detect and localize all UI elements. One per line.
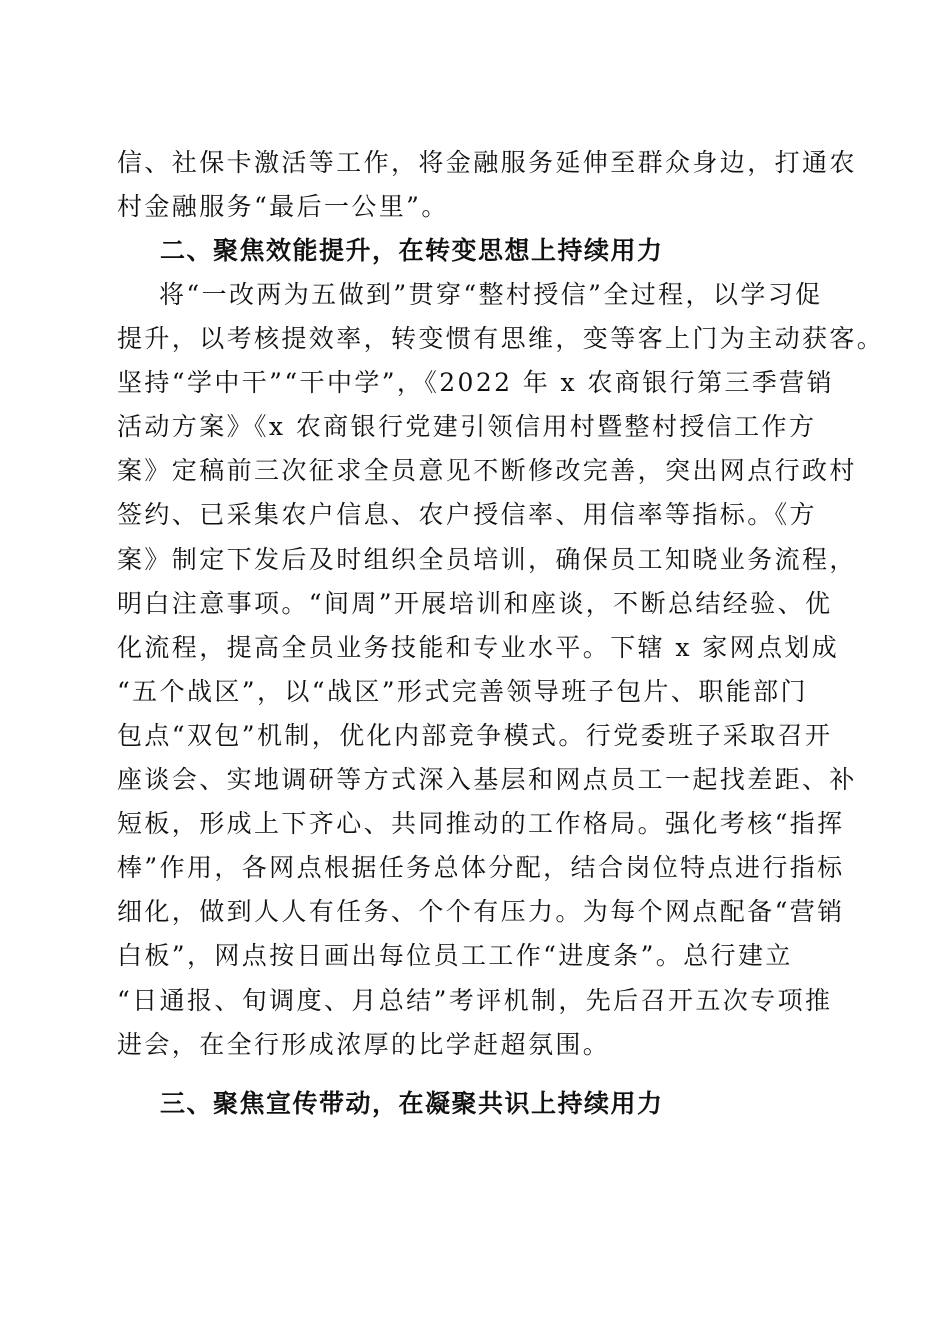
paragraph-line: “五个战区”，以“战区”形式完善领导班子包片、职能部门 bbox=[117, 676, 808, 706]
paragraph-line: 村金融服务“最后一公里”。 bbox=[117, 192, 449, 222]
paragraph-line: 将“一改两为五做到”贯穿“整村授信”全过程，以学习促 bbox=[159, 280, 823, 309]
paragraph-line: 棒”作用，各网点根据任务总体分配，结合岗位特点进行指标 bbox=[117, 853, 845, 883]
paragraph-line: 白板”，网点按日画出每位员工工作“进度条”。总行建立 bbox=[117, 941, 793, 971]
paragraph-line: 签约、已采集农户信息、农户授信率、用信率等指标。《方 bbox=[117, 500, 817, 530]
paragraph-line: 信、社保卡激活等工作，将金融服务延伸至群众身边，打通农 bbox=[117, 148, 857, 177]
paragraph-line: 短板，形成上下齐心、共同推动的工作格局。强化考核“指挥 bbox=[117, 809, 845, 839]
paragraph-line: 进会，在全行形成浓厚的比学赶超氛围。 bbox=[117, 1029, 611, 1059]
paragraph-line: 化流程，提高全员业务技能和专业水平。下辖 x 家网点划成 bbox=[117, 632, 840, 662]
paragraph-line: 包点“双包”机制，优化内部竞争模式。行党委班子采取召开 bbox=[117, 720, 833, 750]
continued-paragraph bbox=[117, 141, 857, 229]
paragraph-line: 案》制定下发后及时组织全员培训，确保员工知晓业务流程， bbox=[117, 544, 857, 574]
paragraph-line: 提升，以考核提效率，转变惯有思维，变等客上门为主动获客。 bbox=[117, 324, 885, 354]
paragraph-line: 细化，做到人人有任务、个个有压力。为每个网点配备“营销 bbox=[117, 897, 845, 927]
paragraph-2 bbox=[117, 273, 885, 1067]
section-heading-3: 三、聚焦宣传带动，在凝聚共识上持续用力 bbox=[160, 1089, 664, 1118]
paragraph-line: 明白注意事项。“间周”开展培训和座谈，不断总结经验、优 bbox=[117, 588, 833, 618]
section-heading-2: 二、聚焦效能提升，在转变思想上持续用力 bbox=[160, 236, 664, 265]
paragraph-line: 坚持“学中干”“干中学”，《2022 年 x 农商银行第三季营销 bbox=[117, 368, 834, 398]
paragraph-line: 座谈会、实地调研等方式深入基层和网点员工一起找差距、补 bbox=[117, 765, 857, 795]
paragraph-line: “日通报、旬调度、月总结”考评机制，先后召开五次专项推 bbox=[117, 985, 833, 1015]
paragraph-line: 活动方案》《x 农商银行党建引领信用村暨整村授信工作方 bbox=[117, 412, 817, 442]
paragraph-line: 案》定稿前三次征求全员意见不断修改完善，突出网点行政村 bbox=[117, 456, 857, 486]
